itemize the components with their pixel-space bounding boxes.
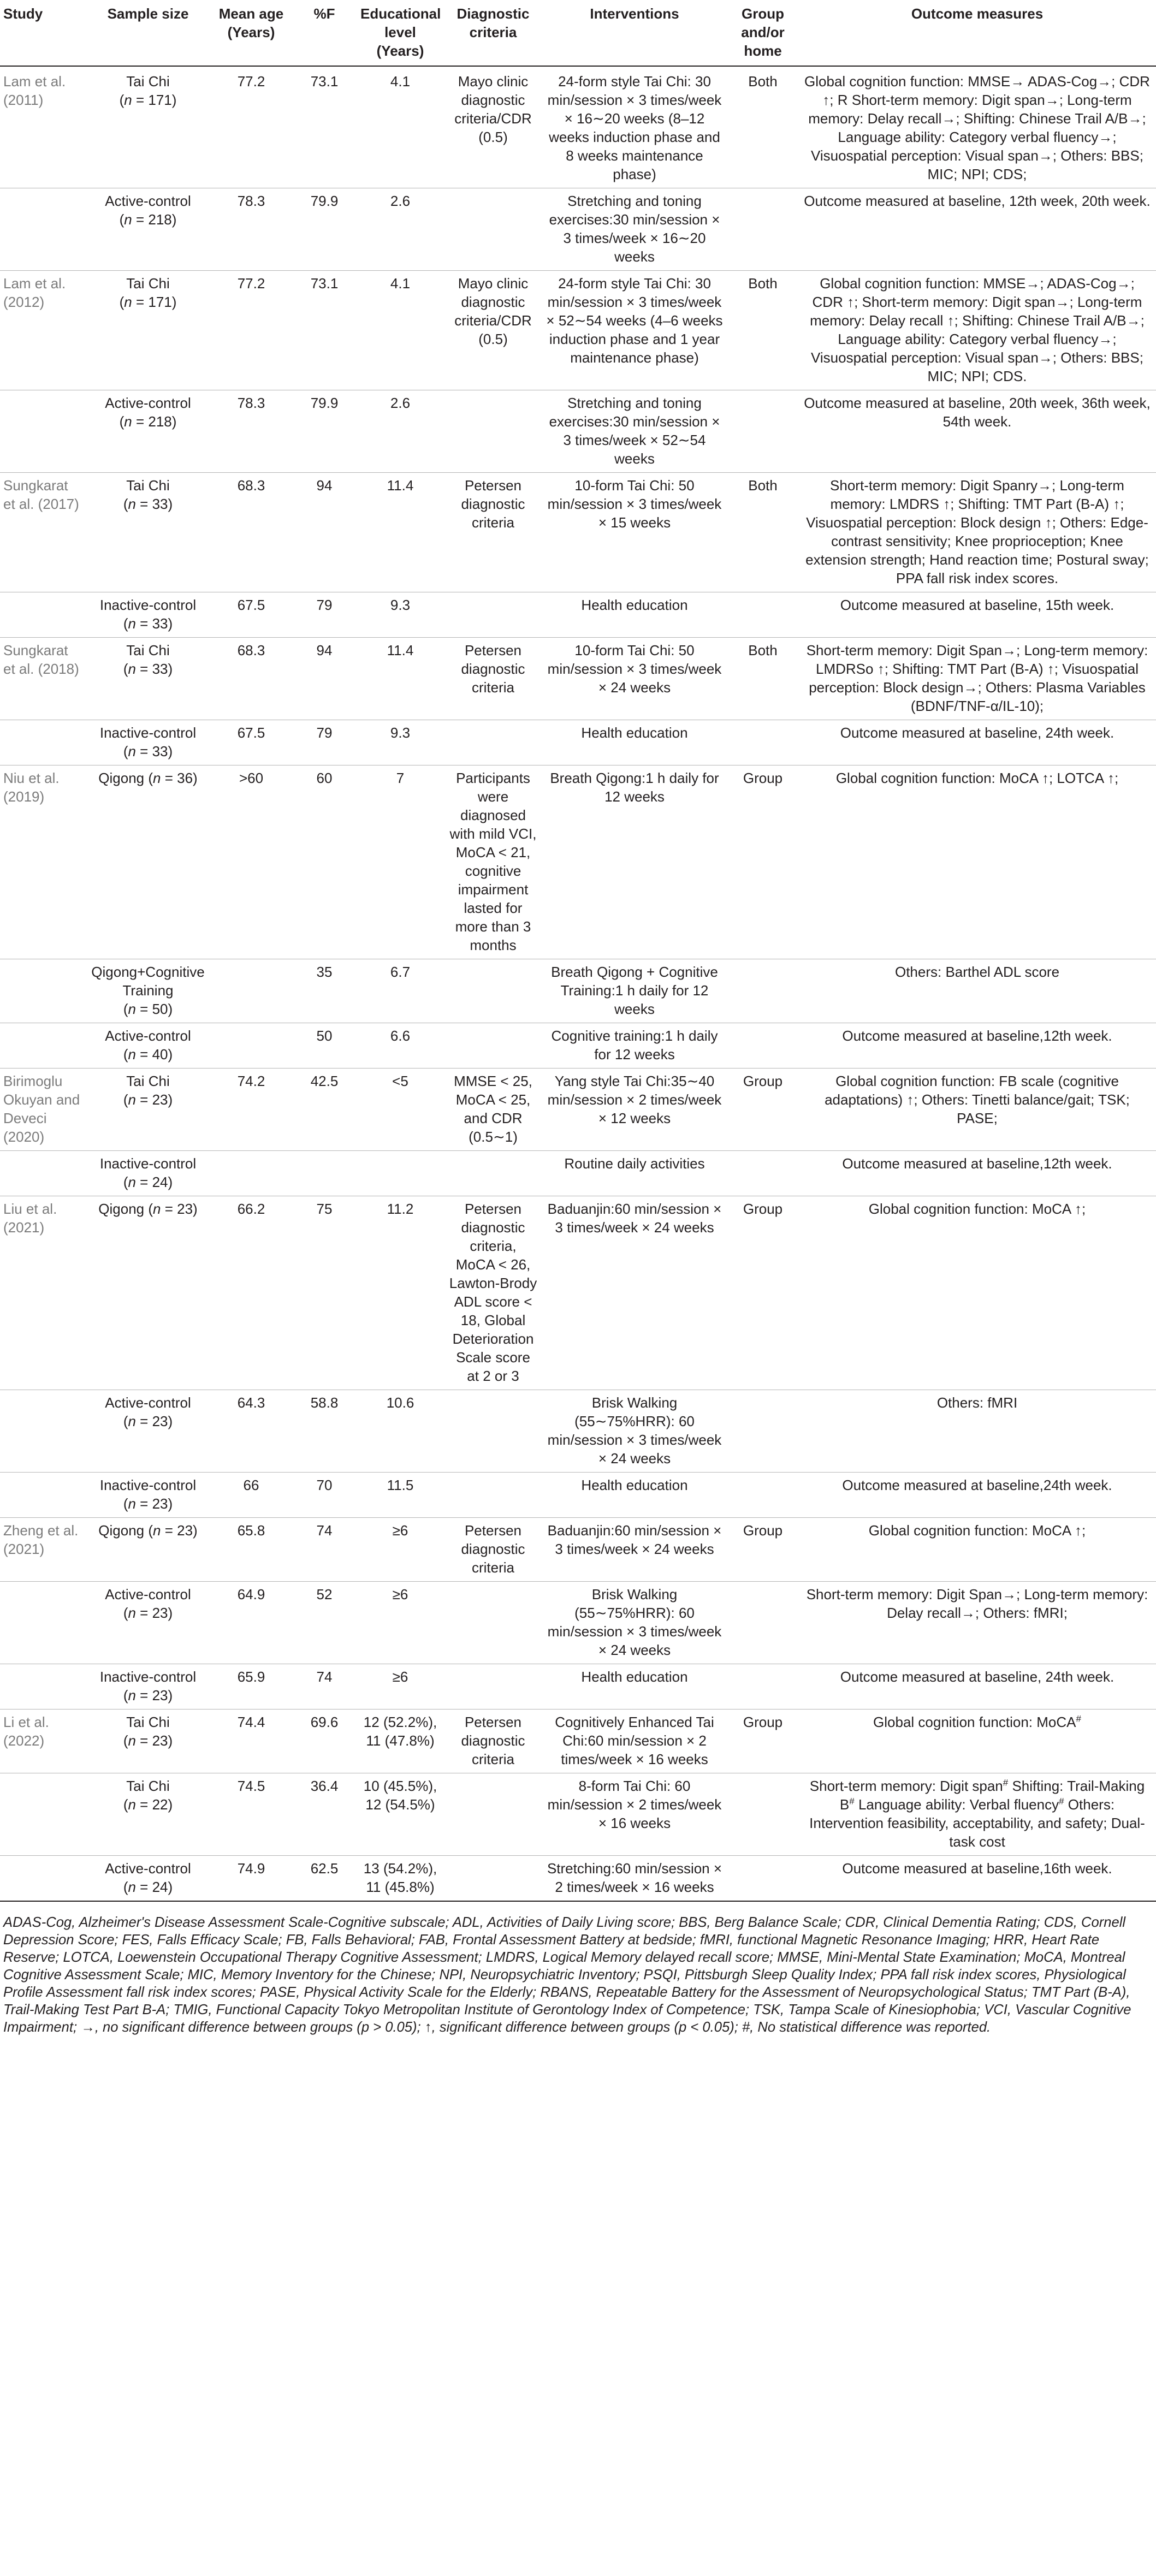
cell-educational-level	[356, 1151, 444, 1196]
cell-mean-age: 74.4	[210, 1710, 293, 1773]
cell-study	[0, 1023, 86, 1069]
table-row	[0, 1069, 1156, 1151]
cell-group-home	[727, 1023, 798, 1069]
cell-diagnostic-criteria: Petersen diagnostic criteria	[444, 1518, 542, 1582]
cell-mean-age: 65.9	[210, 1664, 293, 1710]
cell-mean-age: 68.3	[210, 638, 293, 720]
cell-study	[0, 1473, 86, 1518]
cell-percent-female: 58.8	[293, 1390, 356, 1473]
cell-mean-age	[210, 1023, 293, 1069]
table-row	[0, 592, 1156, 638]
sample-n: (n = 23)	[123, 1091, 173, 1108]
cell-interventions: Routine daily activities	[542, 1151, 727, 1196]
cell-mean-age: 74.9	[210, 1856, 293, 1901]
cell-percent-female: 35	[293, 959, 356, 1023]
cell-sample-size	[86, 765, 210, 959]
sample-n: (n = 23)	[123, 1605, 173, 1621]
cell-study: Li et al. (2022)	[0, 1710, 86, 1773]
cell-mean-age: >60	[210, 765, 293, 959]
cell-study: Birimoglu Okuyan and Deveci (2020)	[0, 1069, 86, 1151]
cell-group-home	[727, 1773, 798, 1856]
cell-outcome-measures: Short-term memory: Digit Span→; Long-term memory: LMDRSo ↑; Shifting: TMT Part (B-A) ↑; Visuospatial perception: Block design→; Others: Plasma Variables (BDNF/TNF-α/IL-10);	[798, 638, 1156, 720]
cell-percent-female: 79	[293, 592, 356, 638]
cell-group-home	[727, 1582, 798, 1664]
cell-group-home: Both	[727, 473, 798, 592]
cell-mean-age: 64.3	[210, 1390, 293, 1473]
sample-group-name: Active-control	[105, 1586, 191, 1602]
cell-group-home	[727, 959, 798, 1023]
header-mean-age: Mean age (Years)	[210, 0, 293, 66]
cell-diagnostic-criteria: Petersen diagnostic criteria	[444, 638, 542, 720]
cell-group-home: Group	[727, 1069, 798, 1151]
cell-sample-size	[86, 959, 210, 1023]
sample-group-name: Qigong (n = 23)	[98, 1201, 198, 1217]
sample-group-name: Inactive-control	[99, 1477, 197, 1493]
cell-group-home: Group	[727, 1710, 798, 1773]
cell-diagnostic-criteria	[444, 1856, 542, 1901]
cell-educational-level: 11.2	[356, 1196, 444, 1390]
cell-outcome-measures: Global cognition function: MoCA ↑;	[798, 1518, 1156, 1582]
sample-n: (n = 40)	[123, 1046, 173, 1063]
cell-percent-female: 70	[293, 1473, 356, 1518]
cell-interventions: Stretching and toning exercises:30 min/session × 3 times/week × 52∼54 weeks	[542, 390, 727, 473]
cell-interventions: Yang style Tai Chi:35∼40 min/session × 2 times/week × 12 weeks	[542, 1069, 727, 1151]
cell-group-home	[727, 1664, 798, 1710]
cell-interventions: 10-form Tai Chi: 50 min/session × 3 times/week × 15 weeks	[542, 473, 727, 592]
sample-group-name: Qigong+Cognitive Training	[91, 964, 205, 999]
cell-mean-age: 78.3	[210, 188, 293, 271]
cell-sample-size	[86, 1390, 210, 1473]
cell-group-home	[727, 592, 798, 638]
cell-percent-female: 94	[293, 638, 356, 720]
cell-educational-level: 10.6	[356, 1390, 444, 1473]
cell-percent-female: 74	[293, 1518, 356, 1582]
table-row	[0, 1151, 1156, 1196]
cell-diagnostic-criteria	[444, 188, 542, 271]
cell-study	[0, 390, 86, 473]
cell-sample-size	[86, 638, 210, 720]
cell-educational-level: 9.3	[356, 720, 444, 765]
cell-diagnostic-criteria: Mayo clinic diagnostic criteria/CDR (0.5)	[454, 73, 532, 145]
cell-educational-level: 13 (54.2%), 11 (45.8%)	[356, 1856, 444, 1901]
sample-group-name: Tai Chi	[126, 1714, 170, 1730]
table-row	[0, 1710, 1156, 1773]
cell-study	[0, 1856, 86, 1901]
sample-n: (n = 23)	[123, 1732, 173, 1749]
sample-group-name: Inactive-control	[99, 1669, 197, 1685]
sample-group-name: Inactive-control	[99, 597, 197, 613]
cell-mean-age: 74.2	[210, 1069, 293, 1151]
cell-mean-age	[210, 959, 293, 1023]
cell-diagnostic-criteria	[444, 1473, 542, 1518]
cell-percent-female: 79	[293, 720, 356, 765]
cell-outcome-measures: Outcome measured at baseline,12th week.	[798, 1151, 1156, 1196]
sample-group-name: Active-control	[105, 395, 191, 411]
cell-educational-level: 9.3	[356, 592, 444, 638]
cell-percent-female: 73.1	[293, 271, 356, 390]
table-row	[0, 390, 1156, 473]
cell-study	[0, 1664, 86, 1710]
cell-outcome-measures: Short-term memory: Digit Span→; Long-term memory: Delay recall→; Others: fMRI;	[798, 1582, 1156, 1664]
header-percent-female: %F	[293, 0, 356, 66]
sample-group-name: Active-control	[105, 1028, 191, 1044]
cell-mean-age: 78.3	[210, 390, 293, 473]
cell-educational-level: 4.1	[356, 271, 444, 390]
table-row	[0, 1390, 1156, 1473]
cell-outcome-measures: Global cognition function: MoCA ↑;	[798, 1196, 1156, 1390]
cell-study: Sungkarat et al. (2018)	[0, 638, 86, 720]
cell-group-home	[727, 1390, 798, 1473]
cell-diagnostic-criteria: Petersen diagnostic criteria	[444, 1710, 542, 1773]
sample-n: (n = 218)	[119, 413, 177, 430]
cell-mean-age	[210, 1151, 293, 1196]
cell-diagnostic-criteria: Petersen diagnostic criteria	[444, 473, 542, 592]
cell-study	[0, 188, 86, 271]
cell-mean-age: 77.2	[210, 271, 293, 390]
sample-group-name: Tai Chi	[126, 1778, 170, 1794]
cell-mean-age: 67.5	[210, 720, 293, 765]
sample-group-name: Qigong (n = 36)	[98, 770, 198, 786]
cell-diagnostic-criteria: Mayo clinic diagnostic criteria/CDR (0.5)	[444, 271, 542, 390]
table-row	[0, 959, 1156, 1023]
cell-group-home	[727, 720, 798, 765]
header-educational-level: Educational level (Years)	[356, 0, 444, 66]
cell-outcome-measures: Global cognition function: MoCA#	[798, 1710, 1156, 1773]
cell-group-home	[727, 390, 798, 473]
cell-interventions: Brisk Walking (55∼75%HRR): 60 min/session × 3 times/week × 24 weeks	[542, 1390, 727, 1473]
cell-diagnostic-criteria	[444, 959, 542, 1023]
cell-diagnostic-criteria: MMSE < 25, MoCA < 25, and CDR (0.5∼1)	[444, 1069, 542, 1151]
cell-interventions: Cognitive training:1 h daily for 12 weeks	[542, 1023, 727, 1069]
cell-outcome-measures: Outcome measured at baseline, 24th week.	[798, 1664, 1156, 1710]
cell-percent-female: 36.4	[293, 1773, 356, 1856]
cell-outcome-measures: Outcome measured at baseline,16th week.	[798, 1856, 1156, 1901]
cell-interventions: Health education	[542, 1473, 727, 1518]
sample-n: (n = 23)	[123, 1687, 173, 1704]
cell-study: Sungkarat et al. (2017)	[0, 473, 86, 592]
cell-sample-size	[86, 592, 210, 638]
cell-sample-size	[86, 188, 210, 271]
cell-educational-level: 6.7	[356, 959, 444, 1023]
cell-diagnostic-criteria: Participants were diagnosed with mild VCI, MoCA < 21, cognitive impairment lasted for more than 3 months	[444, 765, 542, 959]
cell-outcome-measures: Outcome measured at baseline, 24th week.	[798, 720, 1156, 765]
cell-interventions: Health education	[542, 592, 727, 638]
cell-educational-level: <5	[356, 1069, 444, 1151]
cell-study: Zheng et al. (2021)	[0, 1518, 86, 1582]
cell-sample-size	[86, 271, 210, 390]
sample-group-name: Tai Chi	[126, 642, 170, 658]
cell-sample-size	[86, 1773, 210, 1856]
cell-study	[0, 592, 86, 638]
sample-n: (n = 171)	[119, 92, 177, 108]
cell-study	[0, 1151, 86, 1196]
sample-n: (n = 24)	[123, 1879, 173, 1895]
cell-educational-level: 4.1	[390, 73, 411, 90]
cell-diagnostic-criteria	[444, 1390, 542, 1473]
cell-educational-level: ≥6	[356, 1664, 444, 1710]
header-study: Study	[0, 0, 86, 66]
table-footnote: ADAS-Cog, Alzheimer's Disease Assessment Scale-Cognitive subscale; ADL, Activities of Daily Living score; BBS, Berg Balance Scale; CDR, Clinical Dementia Rating; CDS, Cornell Depression Score; FES, Falls Efficacy Scale; FB, Falls Behavioral; FAB, Frontal Assessment Battery at bedside; fMRI, functional Magnetic Resonance Imaging; HRR, Heart Rate Reserve; LOTCA, Loewenstein Occupational Therapy Cognitive Assessment; LMDRS, Logical Memory delayed recall score; MMSE, Mini-Mental State Examination; MoCA, Montreal Cognitive Assessment Scale; MIC, Memory Inventory for the Chinese; NPI, Neuropsychiatric Inventory; PSQI, Pittsburgh Sleep Quality Index; PPA fall risk index scores, Physiological Profile Assessment fall risk index scores; PASE, Physical Activity Scale for the Elderly; RBANS, Repeatable Battery for the Assessment of Neuropsychological Status; TMT Part (B-A), Trail-Making Test Part B-A; TMIG, Functional Capacity Tokyo Metropolitan Institute of Gerontology Index of Competence; TSK, Tampa Scale of Kinesiophobia; VCI, Vascular Cognitive Impairment; →, no significant difference between groups (p > 0.05); ↑, significant difference between groups (p < 0.05); #, No statistical difference was reported.	[0, 1901, 1156, 2036]
cell-mean-age: 66.2	[210, 1196, 293, 1390]
table-row	[0, 1582, 1156, 1664]
table-row	[0, 1773, 1156, 1856]
cell-interventions: Stretching and toning exercises:30 min/session × 3 times/week × 16∼20 weeks	[542, 188, 727, 271]
cell-study: Lam et al. (2012)	[0, 271, 86, 390]
cell-educational-level: 2.6	[356, 188, 444, 271]
cell-group-home	[727, 1856, 798, 1901]
header-outcome-measures: Outcome measures	[798, 0, 1156, 66]
cell-educational-level: 11.4	[356, 638, 444, 720]
cell-sample-size	[86, 1710, 210, 1773]
cell-sample-size	[86, 473, 210, 592]
cell-percent-female: 69.6	[293, 1710, 356, 1773]
cell-interventions: 10-form Tai Chi: 50 min/session × 3 times/week × 24 weeks	[542, 638, 727, 720]
cell-diagnostic-criteria	[444, 1582, 542, 1664]
cell-sample-size	[86, 1473, 210, 1518]
sample-group-name: Tai Chi	[126, 275, 170, 292]
cell-educational-level: 10 (45.5%), 12 (54.5%)	[356, 1773, 444, 1856]
table-row	[0, 1518, 1156, 1582]
cell-mean-age: 67.5	[210, 592, 293, 638]
sample-n: (n = 23)	[123, 1495, 173, 1512]
cell-sample-size	[86, 1196, 210, 1390]
table-row	[0, 1473, 1156, 1518]
cell-mean-age: 68.3	[210, 473, 293, 592]
cell-study	[0, 1582, 86, 1664]
table-row	[0, 66, 1156, 188]
cell-group-home: Both	[748, 73, 778, 90]
header-sample-size: Sample size	[86, 0, 210, 66]
cell-sample-size	[86, 1582, 210, 1664]
cell-educational-level: 11.4	[356, 473, 444, 592]
cell-educational-level: ≥6	[356, 1518, 444, 1582]
cell-educational-level: 2.6	[356, 390, 444, 473]
cell-sample-size	[86, 1664, 210, 1710]
table-row	[0, 188, 1156, 271]
cell-outcome-measures: Others: Barthel ADL score	[798, 959, 1156, 1023]
sample-group-name: Inactive-control	[99, 1155, 197, 1172]
cell-outcome-measures: Outcome measured at baseline, 20th week, 36th week, 54th week.	[798, 390, 1156, 473]
cell-percent-female: 52	[293, 1582, 356, 1664]
cell-educational-level: 12 (52.2%), 11 (47.8%)	[356, 1710, 444, 1773]
cell-interventions: Health education	[542, 720, 727, 765]
cell-educational-level: ≥6	[356, 1582, 444, 1664]
cell-percent-female: 94	[293, 473, 356, 592]
cell-percent-female: 60	[293, 765, 356, 959]
cell-mean-age: 77.2	[237, 73, 265, 90]
cell-outcome-measures: Outcome measured at baseline,24th week.	[798, 1473, 1156, 1518]
cell-educational-level: 7	[356, 765, 444, 959]
cell-sample-size	[86, 1151, 210, 1196]
cell-outcome-measures: Global cognition function: MMSE→; ADAS-Cog→; CDR ↑; Short-term memory: Digit span→; Long-term memory: Delay recall ↑; Shifting: Chinese Trail A/B→; Language ability: Category verbal fluency→; Visuospatial perception: Visual span→; Others: BBS; MIC; NPI; CDS.	[798, 271, 1156, 390]
header-diagnostic-criteria: Diagnostic criteria	[444, 0, 542, 66]
sample-group-name: Active-control	[105, 1394, 191, 1411]
sample-n: (n = 23)	[123, 1413, 173, 1429]
cell-percent-female	[293, 1151, 356, 1196]
cell-percent-female: 73.1	[310, 73, 339, 90]
cell-interventions: Baduanjin:60 min/session × 3 times/week × 24 weeks	[542, 1518, 727, 1582]
cell-interventions: Brisk Walking (55∼75%HRR): 60 min/session × 3 times/week × 24 weeks	[542, 1582, 727, 1664]
sample-group-name: Active-control	[105, 1860, 191, 1877]
cell-interventions: 24-form style Tai Chi: 30 min/session × 3 times/week × 16∼20 weeks (8–12 weeks induction phase and 8 weeks maintenance phase)	[547, 73, 722, 182]
cell-educational-level: 11.5	[356, 1473, 444, 1518]
cell-diagnostic-criteria	[444, 1773, 542, 1856]
cell-mean-age: 65.8	[210, 1518, 293, 1582]
sample-group-name: Active-control	[105, 193, 191, 209]
cell-group-home: Both	[727, 638, 798, 720]
table-row	[0, 765, 1156, 959]
cell-group-home	[727, 1151, 798, 1196]
sample-n: (n = 33)	[123, 743, 173, 759]
table-row	[0, 720, 1156, 765]
cell-mean-age: 66	[210, 1473, 293, 1518]
cell-sample-size	[86, 1856, 210, 1901]
cell-study: Liu et al. (2021)	[0, 1196, 86, 1390]
cell-diagnostic-criteria: Petersen diagnostic criteria, MoCA < 26, Lawton-Brody ADL score < 18, Global Deterioration Scale score at 2 or 3	[444, 1196, 542, 1390]
sample-group-name: Tai Chi	[126, 73, 170, 90]
cell-percent-female: 50	[293, 1023, 356, 1069]
cell-diagnostic-criteria	[444, 390, 542, 473]
cell-study	[0, 1390, 86, 1473]
cell-sample-size	[86, 720, 210, 765]
sample-n: (n = 33)	[123, 496, 173, 512]
table-row	[0, 473, 1156, 592]
cell-interventions: Breath Qigong + Cognitive Training:1 h daily for 12 weeks	[542, 959, 727, 1023]
cell-outcome-measures: Outcome measured at baseline, 15th week.	[798, 592, 1156, 638]
table-row	[0, 638, 1156, 720]
header-interventions: Interventions	[542, 0, 727, 66]
table-row	[0, 1023, 1156, 1069]
cell-study: Lam et al. (2011)	[3, 73, 66, 108]
table-row	[0, 271, 1156, 390]
sample-n: (n = 24)	[123, 1174, 173, 1190]
table-row	[0, 1196, 1156, 1390]
sample-n: (n = 171)	[119, 294, 177, 310]
cell-diagnostic-criteria	[444, 1664, 542, 1710]
cell-outcome-measures: Short-term memory: Digit span# Shifting: Trail-Making B# Language ability: Verbal fluency# Others: Intervention feasibility, acceptability, and safety; Dual-task cost	[798, 1773, 1156, 1856]
cell-diagnostic-criteria	[444, 592, 542, 638]
cell-sample-size	[86, 1518, 210, 1582]
cell-educational-level: 6.6	[356, 1023, 444, 1069]
cell-mean-age: 64.9	[210, 1582, 293, 1664]
cell-interventions: Stretching:60 min/session × 2 times/week × 16 weeks	[542, 1856, 727, 1901]
sample-n: (n = 22)	[123, 1796, 173, 1813]
cell-sample-size	[86, 390, 210, 473]
cell-interventions: Health education	[542, 1664, 727, 1710]
cell-group-home: Group	[727, 765, 798, 959]
cell-sample-size	[86, 1069, 210, 1151]
sample-n: (n = 33)	[123, 615, 173, 632]
cell-interventions: Baduanjin:60 min/session × 3 times/week × 24 weeks	[542, 1196, 727, 1390]
cell-percent-female: 75	[293, 1196, 356, 1390]
sample-n: (n = 218)	[119, 211, 177, 228]
cell-outcome-measures: Outcome measured at baseline,12th week.	[798, 1023, 1156, 1069]
cell-outcome-measures: Global cognition function: MMSE→ ADAS-Cog→; CDR ↑; R Short-term memory: Digit span→; Long-term memory: Delay recall→; Shifting: Chinese Trail A/B→; Language ability: Category verbal fluency→; Visuospatial perception: Visual span→; Others: BBS; MIC; NPI; CDS;	[804, 73, 1150, 182]
cell-percent-female: 42.5	[293, 1069, 356, 1151]
sample-n: (n = 50)	[123, 1001, 173, 1017]
cell-percent-female: 62.5	[293, 1856, 356, 1901]
cell-group-home: Both	[727, 271, 798, 390]
cell-study	[0, 959, 86, 1023]
cell-diagnostic-criteria	[444, 1023, 542, 1069]
cell-interventions: 24-form style Tai Chi: 30 min/session × 3 times/week × 52∼54 weeks (4–6 weeks induction phase and 1 year maintenance phase)	[542, 271, 727, 390]
cell-group-home	[727, 188, 798, 271]
cell-interventions: Cognitively Enhanced Tai Chi:60 min/session × 2 times/week × 16 weeks	[542, 1710, 727, 1773]
cell-outcome-measures: Global cognition function: MoCA ↑; LOTCA ↑;	[798, 765, 1156, 959]
cell-percent-female: 79.9	[293, 390, 356, 473]
cell-interventions: 8-form Tai Chi: 60 min/session × 2 times/week × 16 weeks	[542, 1773, 727, 1856]
cell-outcome-measures: Outcome measured at baseline, 12th week, 20th week.	[798, 188, 1156, 271]
cell-diagnostic-criteria	[444, 720, 542, 765]
cell-outcome-measures: Short-term memory: Digit Spanry→; Long-term memory: LMDRS ↑; Shifting: TMT Part (B-A) ↑; Visuospatial perception: Block design ↑; Others: Edge-contrast sensitivity; Knee proprioception; Knee extension strength; Hand reaction time; Postural sway; PPA fall risk index scores.	[798, 473, 1156, 592]
table-body	[0, 66, 1156, 1901]
sample-group-name: Tai Chi	[126, 1073, 170, 1089]
cell-percent-female: 79.9	[293, 188, 356, 271]
table-header	[0, 0, 1156, 66]
cell-diagnostic-criteria	[444, 1151, 542, 1196]
cell-sample-size	[86, 1023, 210, 1069]
cell-percent-female: 74	[293, 1664, 356, 1710]
cell-group-home: Group	[727, 1518, 798, 1582]
cell-study	[0, 1773, 86, 1856]
sample-group-name: Qigong (n = 23)	[98, 1522, 198, 1539]
sample-n: (n = 33)	[123, 661, 173, 677]
cell-group-home	[727, 1473, 798, 1518]
sample-group-name: Tai Chi	[126, 477, 170, 494]
cell-sample-size	[86, 66, 210, 188]
sample-group-name: Inactive-control	[99, 725, 197, 741]
cell-study: Niu et al. (2019)	[0, 765, 86, 959]
cell-group-home: Group	[727, 1196, 798, 1390]
header-group-home: Group and/or home	[727, 0, 798, 66]
cell-interventions: Breath Qigong:1 h daily for 12 weeks	[542, 765, 727, 959]
cell-outcome-measures: Others: fMRI	[798, 1390, 1156, 1473]
table-row	[0, 1664, 1156, 1710]
table-row	[0, 1856, 1156, 1901]
cell-outcome-measures: Global cognition function: FB scale (cognitive adaptations) ↑; Others: Tinetti balance/gait; TSK; PASE;	[798, 1069, 1156, 1151]
cell-study	[0, 720, 86, 765]
cell-mean-age: 74.5	[210, 1773, 293, 1856]
